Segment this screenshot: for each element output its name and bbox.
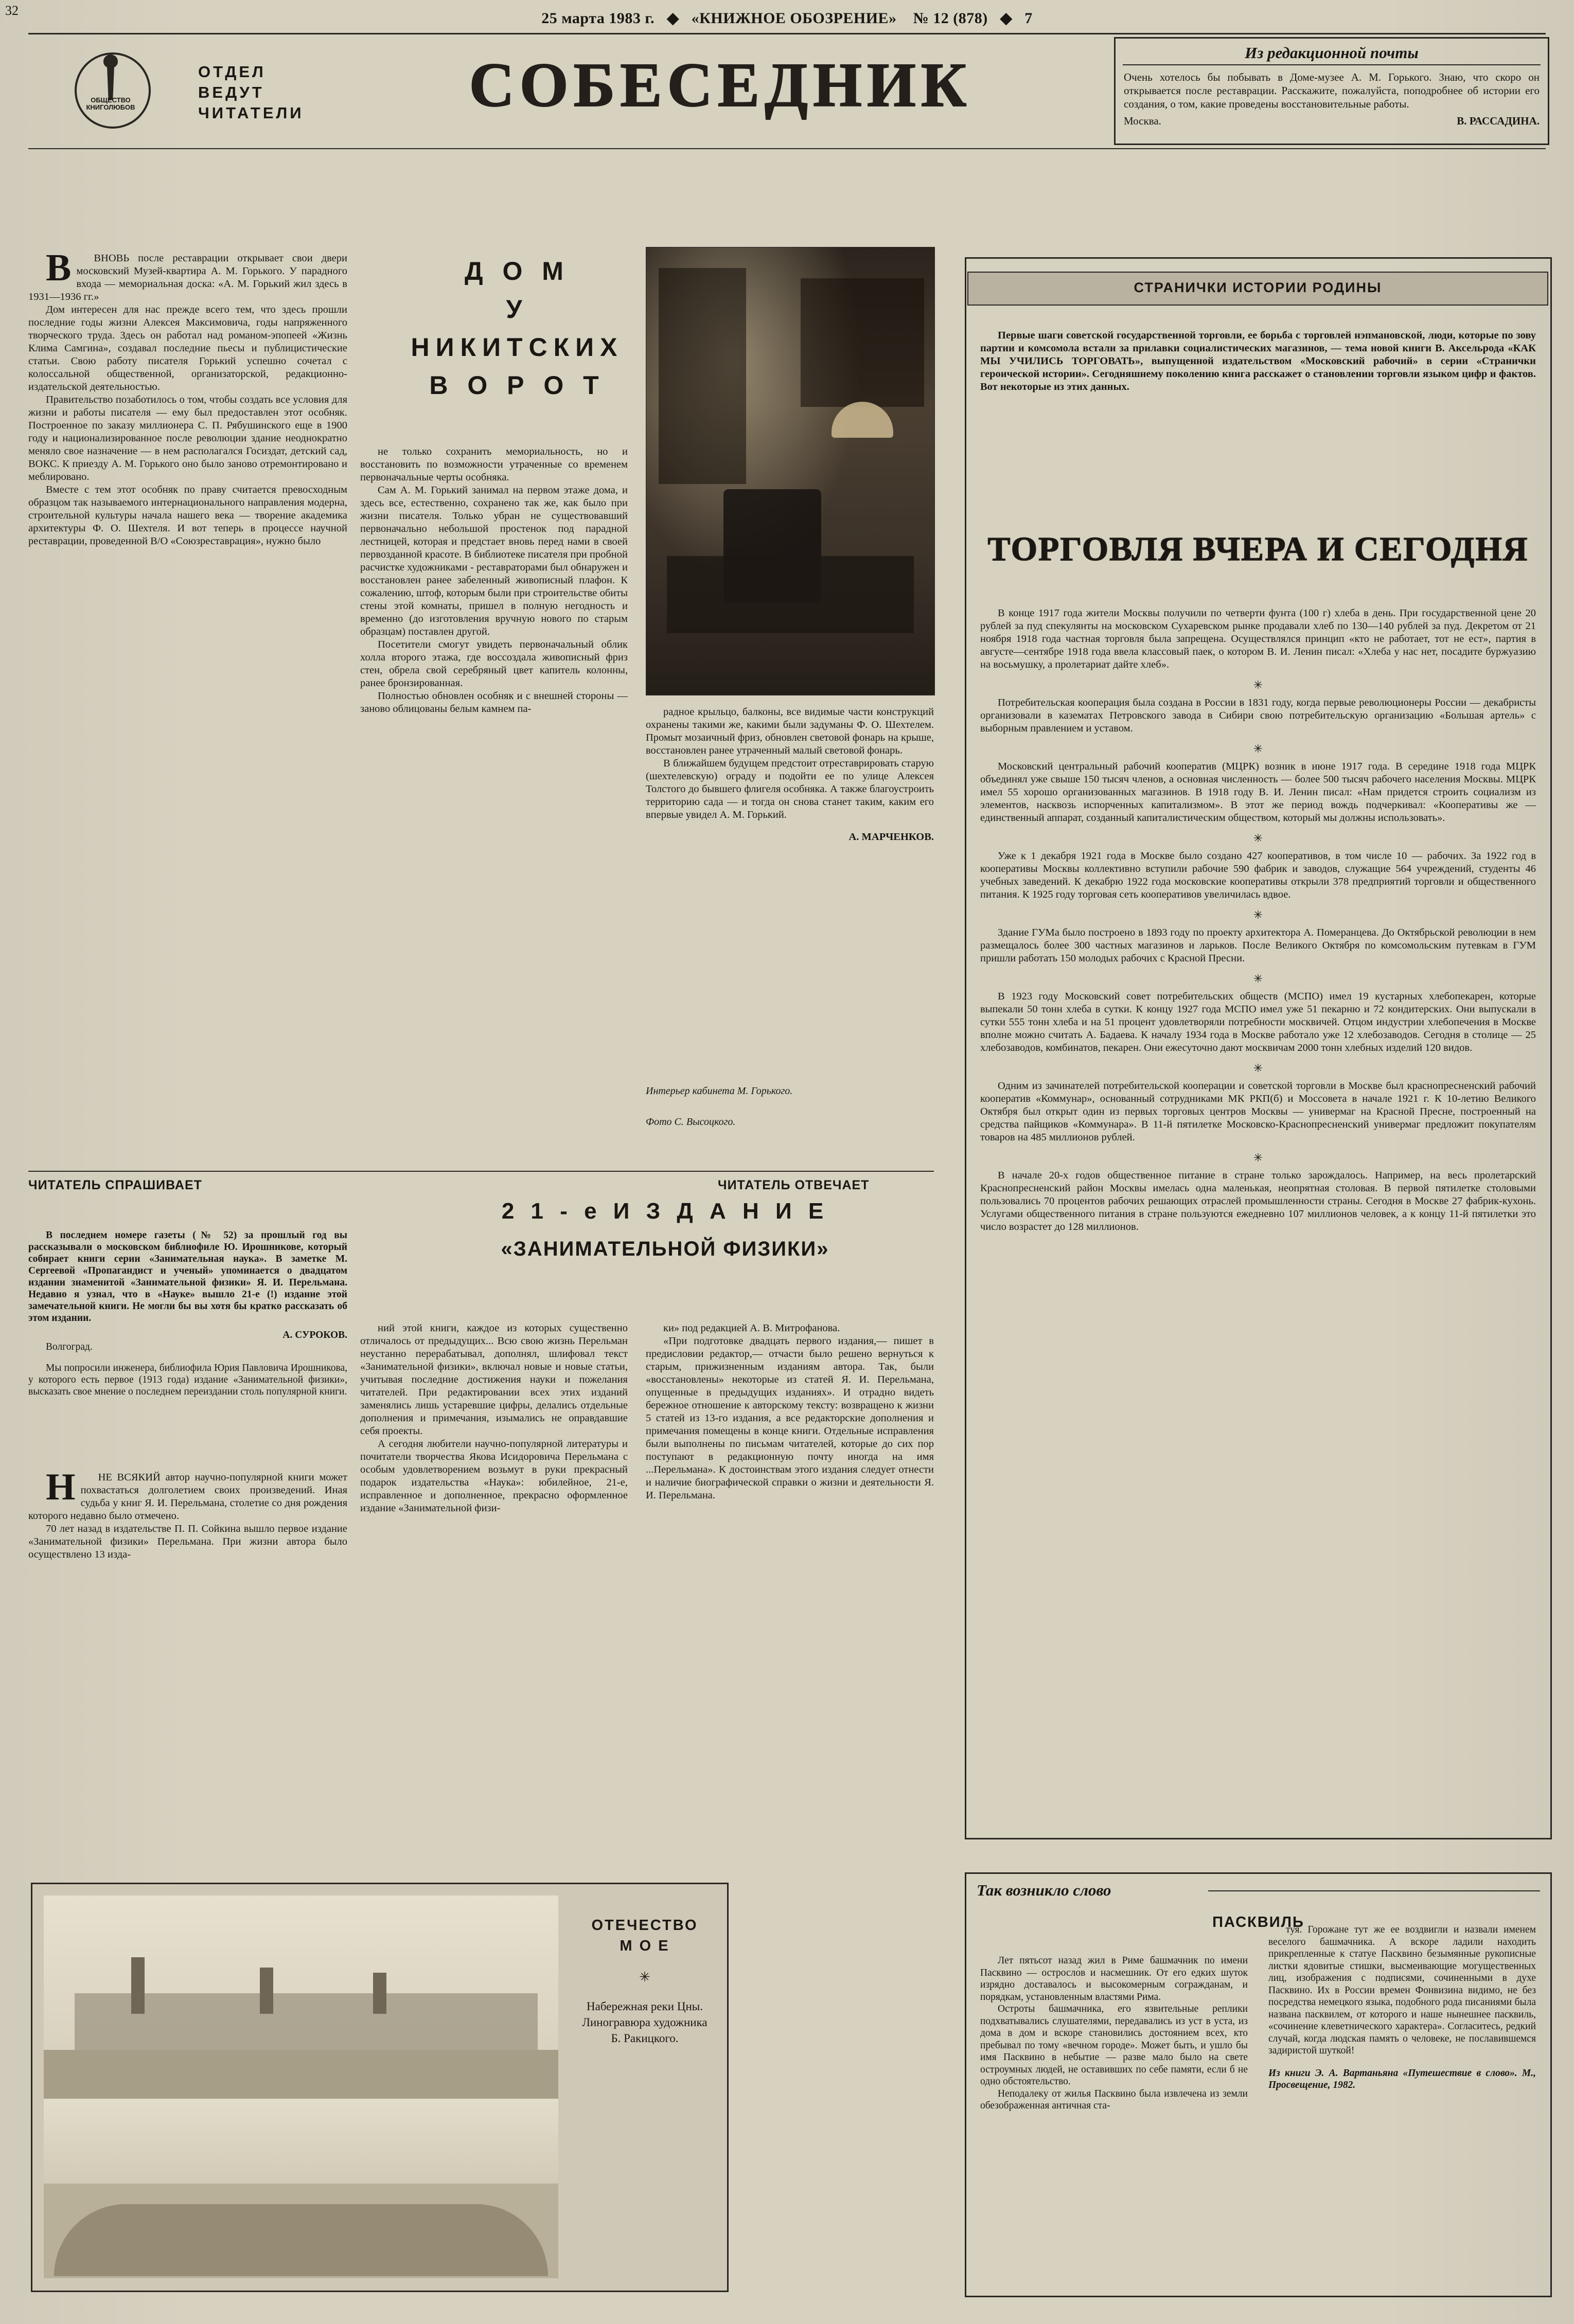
header-paper-name: «КНИЖНОЕ ОБОЗРЕНИЕ»: [691, 10, 897, 27]
header-rule: [28, 33, 1546, 34]
department-line: [198, 62, 347, 123]
reader-answer-column-3: [646, 1322, 934, 1502]
dept-line-3: ЧИТАТЕЛИ: [198, 104, 304, 122]
izdanie-title-line-2: «ЗАНИМАТЕЛЬНОЙ ФИЗИКИ»: [501, 1238, 829, 1260]
paragraph: Здание ГУМа было построено в 1893 году по проекту архитектора А. Померанцева. До Октябрьской революции в нем размещалось более 300 частных магазинов и ларьков. После Великого Октября по комсомольским путевкам в ГУМ пришли работать 150 молодых рабочих с Красной Пресни.: [980, 927, 1536, 964]
engraving-block: [31, 1883, 729, 2292]
article-dom-title-2: У НИКИТСКИХ: [411, 295, 624, 362]
page-header: 25 марта 1983 г. ◆ «КНИЖНОЕ ОБОЗРЕНИЕ» № 12 (878) ◆ 7: [541, 10, 1033, 27]
reader-question-text: В последнем номере газеты (№ 52) за прошлый год вы рассказывали о московском библиофиле Ю. Ирошникове, который собирает книги серии «Занимательная наука». В заметке М. Сергеевой «Пропагандист и ученый» упоминается о двадцатом издании знаменитой «Занимательной физики» Я. И. Перельмана. Недавно я узнал, что в «Науке» вышло 21-е (!) издание этой замечательной книги. Не могли бы вы хотя бы кратко рассказать об этом издании.: [28, 1230, 347, 1324]
paragraph: Одним из зачинателей потребительской кооперации и советской торговли в Москве был краснопресненский рабочий кооператив «Коммунар», основанный сотрудниками МК РКП(б) и Моссовета в начале 1921 г. К 10-летию Великого Октября был открыт один из первых торговых центров Москвы — универмаг на Красной Пресне, построенный на средства пайщиков «Коммунара». В 11-й пятилетке Московско-Краснопресненский универмаг предложит покупателям товаров на 485 миллионов рублей.: [980, 1080, 1536, 1143]
izdanie-title: [391, 1199, 939, 1261]
paragraph: Посетители смогут увидеть первоначальный облик холла второго этажа, где воссоздала живописный фриз стен, обрела свой серебряный цвет капитель колонны, ранее бронзированная.: [360, 639, 628, 689]
article-dom-column-3: [646, 706, 934, 844]
paragraph: Уже к 1 декабря 1921 года в Москве было создано 427 кооперативов, в том числе 10 — рабочих. За 1922 год в кооперативы Москвы коллективно вступили рабочие 590 фабрик и заводов, служащие 564 учреждений, студенты 46 учебных заведений. К декабрю 1922 года московские кооперативы открыли 378 предприятий торговли и общественного питания. К 1925 году торговая сеть кооперативов увеличилась вдвое.: [980, 850, 1536, 900]
asterisk-divider: ✳: [1253, 1062, 1263, 1075]
editorial-mail-box: [1114, 37, 1549, 145]
article-dom-column-2: [360, 445, 628, 716]
reader-section-rule: [28, 1171, 934, 1172]
article-dom-title: [409, 252, 625, 404]
paragraph: [28, 1466, 347, 1523]
paragraph: Неподалеку от жилья Пасквино была извлечена из земли обезображенная античная ста-: [980, 2088, 1248, 2111]
history-intro: [980, 329, 1536, 394]
reader-question-column: [28, 1229, 347, 1398]
book-lovers-society-emblem: [69, 52, 157, 119]
corner-page-number: 32: [5, 3, 19, 18]
asterisk-divider: ✳: [1253, 972, 1263, 985]
word-origin-source: Из книги Э. А. Вартаньяна «Путешествие в слово». М., Просвещение, 1982.: [1268, 2067, 1536, 2090]
paragraph: Сам А. М. Горький занимал на первом этаже дома, и здесь все, естественно, сохранено так же, как было при жизни писателя. Только убран не существовавший первоначально небольшой простенок под парадной лестницей, которая и предстает вновь перед нами в своей первозданной красоте. В библиотеке писателя при пробной расчистке художниками - реставраторами был обнаружен и восстановлен ранее забеленный живописный плафон. К сожалению, штоф, которым были при строительстве обиты стены этой комнаты, пришел в полную негодность и временно (до изготовления вручную нового по старым образцам) поставлен другой.: [360, 485, 628, 637]
drop-cap: В: [46, 247, 72, 289]
editorial-mail-title: Из редакционной почты: [1245, 44, 1419, 62]
paragraph: В 1923 году Московский совет потребительских обществ (МСПО) имел 19 кустарных хлебопекарен, которые выпекали 50 тонн хлеба в сутки. К концу 1927 года МСПО имел уже 51 пекарню и 72 кондитерских. Они выпускали в сутки 555 тонн хлеба и на 51 процент удовлетворяли потребности москвичей. Отцом индустрии хлебопечения в Москве вполне можно считать А. Бадаева. К началу 1934 года в Москве работало уже 12 хлебозаводов. Сегодня в столице — 25 хлебозаводов, комбинатов, пекарен. Они ежесуточно дают москвичам 2000 тонн хлебных изделий 120 видов.: [980, 991, 1536, 1053]
asterisk-divider: ✳: [1253, 1151, 1263, 1164]
editorial-mail-city: Москва.: [1124, 115, 1161, 127]
reader-question-city: Волгоград.: [46, 1342, 93, 1352]
paragraph-text: ВНОВЬ после реставрации открывает свои двери московский Музей-квартира А. М. Горького. У парадного входа — мемориальная доска: «А. М. Горький жил здесь в 1931—1936 гг.»: [28, 253, 347, 302]
paragraph: 70 лет назад в издательстве П. П. Сойкина вышло первое издание «Занимательной физики» Перельмана. При жизни автора было осуществлено 13 изда-: [28, 1523, 347, 1560]
paragraph: Первые шаги советской государственной торговли, ее борьба с торговлей нэпмановской, люди, которые по зову партии и комсомола встали за прилавки социалистических магазинов, — тема новой книги В. Аксельрода «КАК МЫ УЧИЛИСЬ ТОРГОВАТЬ», выпущенной издательством «Московский рабочий» в серии «Странички героической истории». Сегодняшнему поколению книга расскажет о становлении торговли языком цифр и фактов. Вот некоторые из этих данных.: [980, 330, 1536, 392]
paragraph: Остроты башмачника, его язвительные реплики подхватывались слушателями, передавались из уст в уста, из дома в дом и вскоре становились достоянием всех, кто пребывал по тому «вечном городе». Может быть, и ушло бы имя Пасквино в небытие — разве мало было на свете остроумных людей, не оставивших по себе памяти, если б не одно обстоятельство.: [980, 2004, 1248, 2087]
photo-caption-1: Интерьер кабинета М. Горького.: [646, 1085, 793, 1097]
reader-answer-column-1: [28, 1466, 347, 1561]
asterisk-divider: ✳: [1253, 678, 1263, 691]
article-dom-author: А. МАРЧЕНКОВ.: [848, 831, 934, 843]
paragraph: не только сохранить мемориальность, но и восстановить по возможности утраченные со временем первоначальные черты особняка.: [360, 446, 628, 483]
divider: [1123, 64, 1541, 65]
drop-cap: Н: [46, 1466, 76, 1508]
masthead-title: СОБЕСЕДНИК: [469, 50, 972, 120]
asterisk-divider: ✳: [1253, 742, 1263, 755]
paragraph: ки» под редакцией А. В. Митрофанова.: [663, 1322, 840, 1334]
paragraph: Потребительская кооперация была создана в России в 1831 году, когда первые революционеры России — декабристы организовали в казематах Петровского завода в Сибири свою потребительскую организацию «Большая артель» с выборным правлением и уставом.: [980, 697, 1536, 734]
paragraph: ний этой книги, каждое из которых существенно отличалось от предыдущих... Всю свою жизнь Перельман неустанно перерабатывал, дополнял, шлифовал текст «Занимательной физики», включал новые и новые статьи, учитывая последние достижения науки и пожелания читателей. При редактировании всех этих изданий заменялись лишь устаревшие цифры, делались отдельные дополнения и примечания, изымались не оправдавшие себя проекты.: [360, 1322, 628, 1437]
paragraph: В конце 1917 года жители Москвы получили по четверти фунта (100 г) хлеба в день. При государственной цене 20 рублей за пуд спекулянты на московском Сухаревском рынке продавали хлеб по 130—140 рублей за пуд. Декретом от 21 ноября 1918 года частная торговля была запрещена. Осуществлялся принцип «кто не работает, тот не ест», партия в августе—сентябре 1918 года ввела классовый паек, о котором В. И. Ленин писал: «Хлеба у нас нет, посадите буржуазию на восьмушку, а пролетариат дайте хлеб».: [980, 607, 1536, 670]
paragraph: Полностью обновлен особняк и с внешней стороны — заново облицованы белым камнем па-: [360, 690, 628, 714]
header-page-number: 7: [1024, 10, 1033, 27]
reader-question-note: Мы попросили инженера, библиофила Юрия Павловича Ирошникова, у которого есть первое (1913 года) издание «Занимательной физики», высказать свое мнение о последнем переиздании столь популярной книги.: [28, 1363, 347, 1397]
paragraph: Вместе с тем этот особняк по праву считается превосходным образцом так называемого интернационального направления модерна, строительной культуры начала нашего века — творение академика архитектуры Ф. О. Шехтеля. И вот теперь в процессе научной реставрации, проведенной В/О «Союзреставрация», нужно было: [28, 484, 347, 547]
gorky-study-photo: [646, 247, 935, 695]
dept-line-2: ВЕДУТ: [198, 83, 264, 101]
emblem-label: ОБЩЕСТВО КНИГОЛЮБОВ: [86, 96, 135, 111]
paragraph: туя. Горожане тут же ее воздвигли и назвали именем веселого башмачника. А вскоре ладили находить прикрепленные к статуе Пасквино безымянные рукописные листки ядовитые стишки, высмеивающие могущественных лиц, изображения с подписями, сочиненными в духе Пасквино. Их в России времен Фонвизина видимо, не без посредства немецкого языка, подобного рода писаниями была названа пасквилем, от которого и наше нынешнее пасквиль, «сочинение клеветнического характера». Согласитесь, редкий случай, когда людская память о человеке, не пославившемся задиристой шуткой!: [1268, 1924, 1536, 2056]
paragraph: Лет пятьсот назад жил в Риме башмачник по имени Пасквино — остросло́в и насмешник. От его едких шуток изрядно доставалось и высокомерным согражданам, и порядкам, установленным властями Рима.: [980, 1955, 1248, 2003]
masthead: [28, 37, 1104, 142]
word-origin-column-1: [980, 1955, 1248, 2112]
paragraph: [28, 247, 347, 303]
word-origin-rule: [1208, 1890, 1540, 1891]
flame-icon: [103, 55, 118, 68]
reader-question-author: А. СУРОКОВ.: [282, 1330, 347, 1340]
paragraph: Дом интересен для нас прежде всего тем, что здесь прошли последние годы жизни Алексея Максимовича, годы напряженного творческого труда. Здесь он работал над романом-эпопеей «Жизнь Клима Самгина», создавал последние пьесы и публицистические статьи. Свою работу писателя Горький успешно сочетал с колоссальной общественной, организаторской, редакционно-издательской деятельностью.: [28, 304, 347, 392]
paragraph: В начале 20-х годов общественное питание в стране только зарождалось. Например, на весь пролетарский Краснопресненский район Москвы имелась одна маленькая, неопрятная столовая. В первой пятилетке столовыми пользовались 70 процентов рабочих решающих отраслей промышленности страны. Сегодня в Москве 27 фабрик-кухонь. Услугами общественного питания в стране пользуются ежедневно 107 миллионов человек, а к концу 11-й пятилетки это число возрастет до 128 миллионов.: [980, 1170, 1536, 1232]
word-origin-header: Так возникло слово: [977, 1881, 1111, 1899]
paragraph: «При подготовке двадцать первого издания,— пишет в предисловии редактор,— отчасти было решено вернуться к старым, прижизненным изданиям автора. Так, были «восстановлены» некоторые из статей Я. И. Перельмана, опущенные в предыдущих изданиях». И отрадно видеть бережное отношение к авторскому тексту: возвращено к жизни 5 статей из 13-го издания, а все редакторские дополнения и примечания помещены в конце книги. Отдельные исправления были выполнены по письмам читателей, которые до сих пор поступают в редакционную почту иногда на имя ...Перельмана». К достоинствам этого издания следует отнести и наличие биографической справки о жизни и деятельности Я. И. Перельмана.: [646, 1335, 934, 1501]
photo-caption-2: Фото С. Высоцкого.: [646, 1116, 736, 1128]
header-issue: № 12 (878): [913, 10, 988, 27]
history-banner: [967, 272, 1548, 306]
paragraph: А сегодня любители научно-популярной литературы и почитатели творчества Якова Исидоровича Перельмана с особым удовлетворением возьмут в руки прекрасный подарок издательства «Наука»: юбилейное, 21-е, исправленное и дополненное, прекрасно оформленное издание «Занимательной физи-: [360, 1438, 628, 1514]
history-body: [980, 607, 1536, 1233]
paragraph: радное крыльцо, балконы, все видимые части конструкций охранены такими же, какими были задуманы Ф. О. Шехтелем. Промыт мозаичный фриз, обновлен световой фонарь на крыше, восстановлен ранее утраченный малый световой фонарь.: [646, 706, 934, 756]
word-origin-title: ПАСКВИЛЬ: [1212, 1914, 1304, 1930]
asterisk-divider: ✳: [1253, 832, 1263, 845]
engraving-title-1: ОТЕЧЕСТВО: [591, 1917, 698, 1934]
editorial-mail-author: В. РАССАДИНА.: [1457, 115, 1540, 127]
reader-asks-header: ЧИТАТЕЛЬ СПРАШИВАЕТ: [28, 1178, 202, 1192]
asterisk-divider: ✳: [1253, 908, 1263, 921]
engraving-image: [44, 1896, 558, 2278]
paragraph: Московский центральный рабочий кооператив (МЦРК) возник в июне 1917 года. В середине 1918 года МЦРК объединял уже свыше 150 тысяч членов, а основная численность — более 500 тысяч рабочего населения Москвы. МЦРК имел 55 хорошо организованных магазинов. В 1918 году В. И. Ленин писал: «Нам придется строить социализм из элементов, насквозь испорченных капитализмом». В этот же период вождь подчеркивал: «Кооперативы же — единственный аппарат, созданный капиталистическим обществом, который мы должны использовать».: [980, 761, 1536, 824]
word-origin-column-2: [1268, 1924, 1536, 2091]
history-banner-text: СТРАНИЧКИ ИСТОРИИ РОДИНЫ: [1134, 280, 1382, 295]
header-date: 25 марта 1983 г.: [541, 10, 655, 27]
paragraph: Правительство позаботилось о том, чтобы создать все условия для жизни и работы писателя — ему был предоставлен этот особняк. Построенное по заказу миллионера С. П. Рябушинского еще в 1900 году и национализированное после революции здание неоднократно меняло свое назначение — в нем располагался Госиздат, детский сад, ВОКС. К приезду А. М. Горького оно было заново отремонтировано и меблировано.: [28, 394, 347, 482]
engraving-title-2: М О Е: [620, 1938, 670, 1954]
star-icon: ✳: [639, 1970, 650, 1985]
dept-line-1: ОТДЕЛ: [198, 63, 266, 81]
article-dom-title-1: Д О М: [465, 257, 570, 285]
paragraph: В ближайшем будущем предстоит отреставрировать старую (шехтелевскую) ограду и подойти ее по улице Алексея Толстого до бывшего флигеля особняка. А также благоустроить территорию сада — и тогда он снова станет таким, каким его впервые увидел А. М. Горький.: [646, 758, 934, 820]
engraving-caption-block: [578, 1915, 712, 2046]
reader-answers-header: ЧИТАТЕЛЬ ОТВЕЧАЕТ: [718, 1178, 870, 1192]
izdanie-title-line-1: 2 1 - е И З Д А Н И Е: [501, 1199, 829, 1224]
editorial-mail-text: Очень хотелось бы побывать в Доме-музее А. М. Горького. Знаю, что скоро он открывается после реставрации. Расскажите, пожалуйста, поподробнее об истории его создания, о том, какие проведены восстановительные работы.: [1124, 71, 1540, 110]
article-dom-title-3: В О Р О Т: [429, 371, 605, 400]
article-dom-column-1: [28, 247, 347, 548]
paragraph-text: НЕ ВСЯКИЙ автор научно-популярной книги может похвастаться долголетием своих произведений. Иная судьба у книг Я. И. Перельмана, столетие со дня рождения которого недавно было отмечено.: [28, 1472, 347, 1522]
masthead-rule: [28, 148, 1546, 149]
engraving-caption: Набережная реки Цны. Линогравюра художника Б. Ракицкого.: [582, 2000, 708, 2045]
reader-answer-column-2: [360, 1322, 628, 1515]
history-title: ТОРГОВЛЯ ВЧЕРА И СЕГОДНЯ: [987, 530, 1529, 568]
